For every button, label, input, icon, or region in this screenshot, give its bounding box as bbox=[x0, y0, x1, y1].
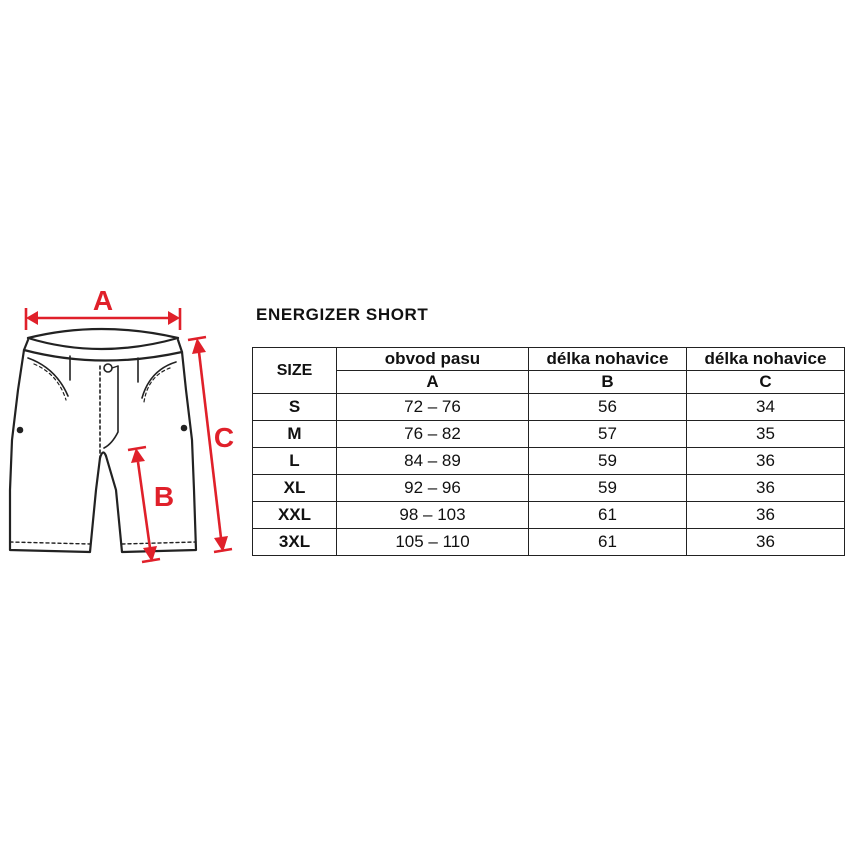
inseam-cell: 59 bbox=[529, 475, 687, 502]
waist-cell: 92 – 96 bbox=[337, 475, 529, 502]
column-letter-c: C bbox=[687, 371, 845, 394]
dimension-b-label: B bbox=[153, 481, 175, 512]
size-table bbox=[252, 347, 845, 556]
table-letter-row bbox=[253, 371, 845, 394]
length-cell: 36 bbox=[687, 475, 845, 502]
column-header-waist: obvod pasu bbox=[337, 348, 529, 371]
table-row bbox=[253, 475, 845, 502]
table-row bbox=[253, 502, 845, 529]
column-header-length: délka nohavice bbox=[687, 348, 845, 371]
table-row bbox=[253, 448, 845, 475]
inseam-cell: 61 bbox=[529, 502, 687, 529]
chart-title: ENERGIZER SHORT bbox=[256, 305, 429, 324]
size-column-header: SIZE bbox=[253, 348, 337, 394]
length-cell: 36 bbox=[687, 529, 845, 556]
waist-cell: 72 – 76 bbox=[337, 394, 529, 421]
size-cell: M bbox=[253, 421, 337, 448]
dimension-c-label: C bbox=[213, 422, 235, 453]
waist-cell: 76 – 82 bbox=[337, 421, 529, 448]
table-header-row bbox=[253, 348, 845, 371]
column-header-inseam: délka nohavice bbox=[529, 348, 687, 371]
waist-cell: 98 – 103 bbox=[337, 502, 529, 529]
inseam-cell: 57 bbox=[529, 421, 687, 448]
size-cell: XL bbox=[253, 475, 337, 502]
length-cell: 36 bbox=[687, 502, 845, 529]
inseam-cell: 59 bbox=[529, 448, 687, 475]
table-row bbox=[253, 421, 845, 448]
length-cell: 34 bbox=[687, 394, 845, 421]
waist-cell: 105 – 110 bbox=[337, 529, 529, 556]
column-letter-b: B bbox=[529, 371, 687, 394]
inseam-cell: 56 bbox=[529, 394, 687, 421]
size-cell: L bbox=[253, 448, 337, 475]
shorts-outline bbox=[10, 329, 196, 552]
length-cell: 35 bbox=[687, 421, 845, 448]
table-row bbox=[253, 529, 845, 556]
waist-cell: 84 – 89 bbox=[337, 448, 529, 475]
length-cell: 36 bbox=[687, 448, 845, 475]
column-letter-a: A bbox=[337, 371, 529, 394]
size-cell: S bbox=[253, 394, 337, 421]
size-cell: XXL bbox=[253, 502, 337, 529]
inseam-cell: 61 bbox=[529, 529, 687, 556]
shorts-measurement-diagram bbox=[0, 280, 245, 580]
dimension-a-label: A bbox=[92, 285, 114, 316]
size-cell: 3XL bbox=[253, 529, 337, 556]
table-row bbox=[253, 394, 845, 421]
